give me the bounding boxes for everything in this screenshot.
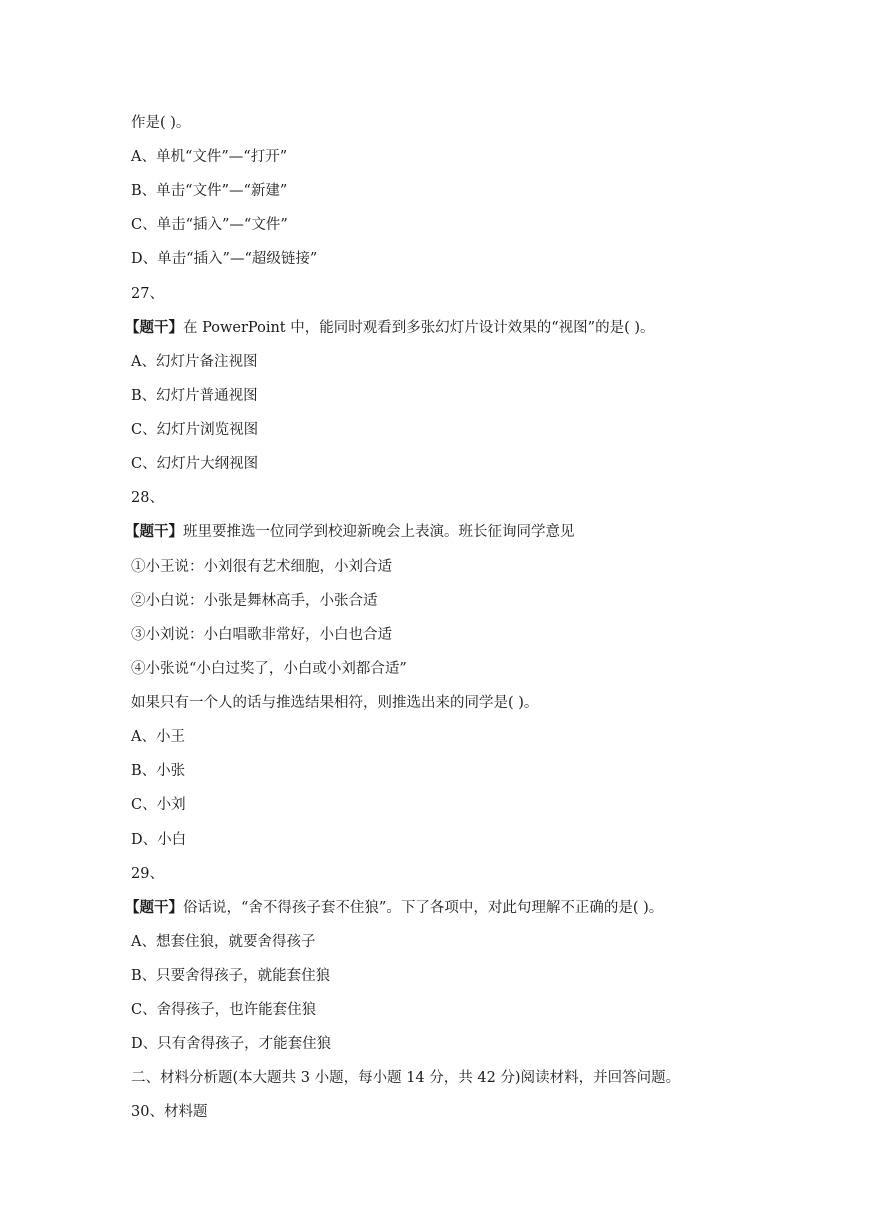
q26-option-b: B、单击“文件”—“新建” <box>131 183 288 199</box>
q28-statement-2: ②小白说：小张是舞林高手，小张合适 <box>131 593 378 609</box>
q28-statement-4: ④小张说“小白过奖了，小白或小刘都合适” <box>131 661 407 677</box>
q28-statement-1: ①小王说：小刘很有艺术细胞，小刘合适 <box>131 559 392 575</box>
question-28-number: 28、 <box>131 490 164 506</box>
q28-option-b: B、小张 <box>131 763 186 779</box>
q27-option-c: C、幻灯片浏览视图 <box>131 422 259 438</box>
q26-option-d: D、单击“插入”—“超级链接” <box>131 251 318 267</box>
q28-option-d: D、小白 <box>131 832 187 848</box>
q27-option-a: A、幻灯片备注视图 <box>131 354 258 370</box>
q28-statement-3: ③小刘说：小白唱歌非常好，小白也合适 <box>131 627 392 643</box>
question-29-number: 29、 <box>131 866 164 882</box>
q27-option-c2: C、幻灯片大纲视图 <box>131 456 259 472</box>
question-27-number: 27、 <box>131 286 164 302</box>
stem-label: 【题干】 <box>125 899 183 916</box>
question-28-stem: 【题干】班里要推选一位同学到校迎新晚会上表演。班长征询同学意见 <box>125 523 575 540</box>
q29-option-d: D、只有舍得孩子，才能套住狼 <box>131 1036 332 1052</box>
q26-option-a: A、单机“文件”—“打开” <box>131 149 288 165</box>
stem-label: 【题干】 <box>125 319 183 336</box>
q28-option-c: C、小刘 <box>131 797 186 813</box>
q28-question: 如果只有一个人的话与推选结果相符，则推选出来的同学是( )。 <box>131 695 539 711</box>
question-26-stem-end: 作是( )。 <box>131 115 191 131</box>
question-29-stem: 【题干】俗话说，“舍不得孩子套不住狼”。下了各项中，对此句理解不正确的是( )。 <box>125 899 664 916</box>
question-27-stem: 【题干】在 PowerPoint 中，能同时观看到多张幻灯片设计效果的“视图”的是( )。 <box>125 319 655 336</box>
q29-option-c: C、舍得孩子，也许能套住狼 <box>131 1002 317 1018</box>
q29-option-a: A、想套住狼，就要舍得孩子 <box>131 934 316 950</box>
section-2-heading: 二、材料分析题(本大题共 3 小题，每小题 14 分，共 42 分)阅读材料，并回答问题。 <box>131 1070 681 1086</box>
q28-option-a: A、小王 <box>131 729 185 745</box>
q29-option-b: B、只要舍得孩子，就能套住狼 <box>131 968 331 984</box>
q26-option-c: C、单击“插入”—“文件” <box>131 217 288 233</box>
q27-option-b: B、幻灯片普通视图 <box>131 388 258 404</box>
stem-label: 【题干】 <box>125 523 183 540</box>
question-30-heading: 30、材料题 <box>131 1104 208 1120</box>
